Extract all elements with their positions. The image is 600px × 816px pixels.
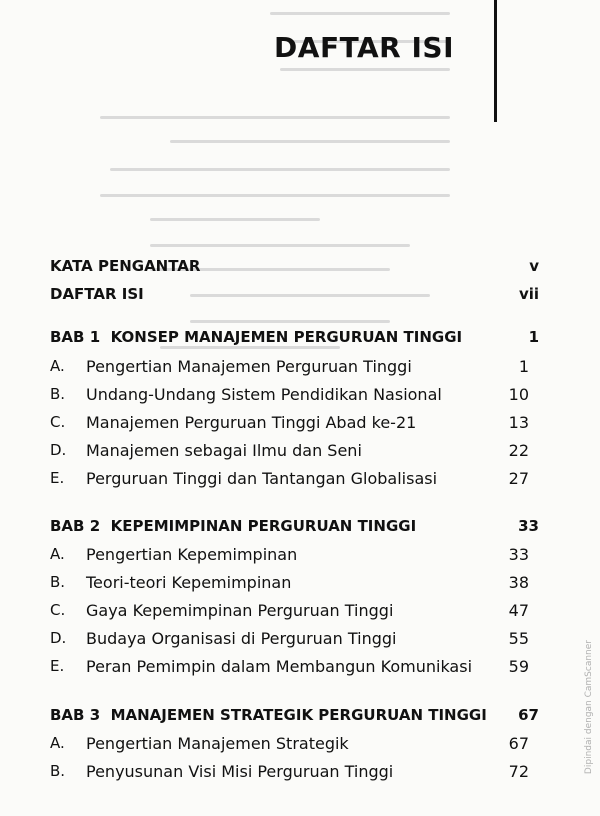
toc-entry-daftar-isi[interactable] xyxy=(50,282,539,306)
toc-entry-letter: A. xyxy=(50,545,65,563)
toc-entry-letter: C. xyxy=(50,413,66,431)
toc-entry-kata-pengantar[interactable] xyxy=(50,254,539,278)
toc-entry-page: vii xyxy=(518,285,539,303)
chapter-heading-bab-1[interactable] xyxy=(50,325,539,349)
toc-entry-letter: B. xyxy=(50,762,66,780)
toc-entry-letter: E. xyxy=(50,657,65,675)
toc-entry[interactable] xyxy=(50,466,539,490)
toc-entry-label: DAFTAR ISI xyxy=(50,285,144,303)
toc-entry-page: 67 xyxy=(508,733,529,753)
scanner-watermark: Dipindai dengan CamScanner xyxy=(584,640,594,775)
toc-entry-letter: A. xyxy=(50,734,65,752)
toc-entry-page: 10 xyxy=(508,384,529,404)
toc-entry-label: Gaya Kepemimpinan Perguruan Tinggi xyxy=(86,600,394,620)
toc-entry-letter: B. xyxy=(50,385,66,403)
toc-entry[interactable] xyxy=(50,382,539,406)
toc-entry-page: 55 xyxy=(508,628,529,648)
toc-entry-page: 22 xyxy=(508,440,529,460)
toc-entry-label: Budaya Organisasi di Perguruan Tinggi xyxy=(86,628,397,648)
toc-entry-label: Pengertian Manajemen Strategik xyxy=(86,733,349,753)
toc-entry-label: Pengertian Kepemimpinan xyxy=(86,544,298,564)
toc-entry-page: 33 xyxy=(508,544,529,564)
toc-entry-label: Manajemen Perguruan Tinggi Abad ke-21 xyxy=(86,412,417,432)
toc-entry-label: Peran Pemimpin dalam Membangun Komunikasi xyxy=(86,656,473,676)
toc-entry-label: Teori-teori Kepemimpinan xyxy=(86,572,292,592)
chapter-heading-bab-2[interactable] xyxy=(50,514,539,538)
toc-entry-letter: C. xyxy=(50,601,66,619)
toc-entry[interactable] xyxy=(50,354,539,378)
toc-entry[interactable] xyxy=(50,570,539,594)
chapter-heading-label: BAB 1 KONSEP MANAJEMEN PERGURUAN TINGGI xyxy=(50,328,463,346)
chapter-heading-label: BAB 2 KEPEMIMPINAN PERGURUAN TINGGI xyxy=(50,517,417,535)
toc-entry-label: Perguruan Tinggi dan Tantangan Globalisasi xyxy=(86,468,438,488)
toc-entry-page: 1 xyxy=(518,356,529,376)
toc-entry-page: 38 xyxy=(508,572,529,592)
toc-entry-page: 47 xyxy=(508,600,529,620)
margin-rule xyxy=(494,0,497,122)
toc-entry[interactable] xyxy=(50,626,539,650)
toc-entry[interactable] xyxy=(50,598,539,622)
toc-entry-letter: D. xyxy=(50,629,67,647)
toc-entry-page: 72 xyxy=(508,761,529,781)
chapter-heading-label: BAB 3 MANAJEMEN STRATEGIK PERGURUAN TINGGI xyxy=(50,706,487,724)
toc-entry-letter: E. xyxy=(50,469,65,487)
chapter-heading-page: 1 xyxy=(528,328,539,346)
page-title: DAFTAR ISI xyxy=(274,31,454,64)
toc-entry[interactable] xyxy=(50,438,539,462)
toc-entry[interactable] xyxy=(50,654,539,678)
chapter-heading-page: 33 xyxy=(518,517,539,535)
toc-entry-page: 13 xyxy=(508,412,529,432)
chapter-heading-bab-3[interactable] xyxy=(50,703,539,727)
toc-entry[interactable] xyxy=(50,410,539,434)
toc-entry-letter: B. xyxy=(50,573,66,591)
toc-entry-label: KATA PENGANTAR xyxy=(50,257,201,275)
toc-entry-page: 27 xyxy=(508,468,529,488)
toc-entry[interactable] xyxy=(50,731,539,755)
chapter-heading-page: 67 xyxy=(518,706,539,724)
toc-entry[interactable] xyxy=(50,759,539,783)
toc-entry-letter: D. xyxy=(50,441,67,459)
toc-entry-page: v xyxy=(529,257,539,275)
toc-entry-label: Penyusunan Visi Misi Perguruan Tinggi xyxy=(86,761,394,781)
toc-entry-label: Pengertian Manajemen Perguruan Tinggi xyxy=(86,356,412,376)
toc-entry-label: Undang-Undang Sistem Pendidikan Nasional xyxy=(86,384,442,404)
toc-entry-label: Manajemen sebagai Ilmu dan Seni xyxy=(86,440,362,460)
toc-entry-letter: A. xyxy=(50,357,65,375)
toc-entry[interactable] xyxy=(50,542,539,566)
toc-entry-page: 59 xyxy=(508,656,529,676)
